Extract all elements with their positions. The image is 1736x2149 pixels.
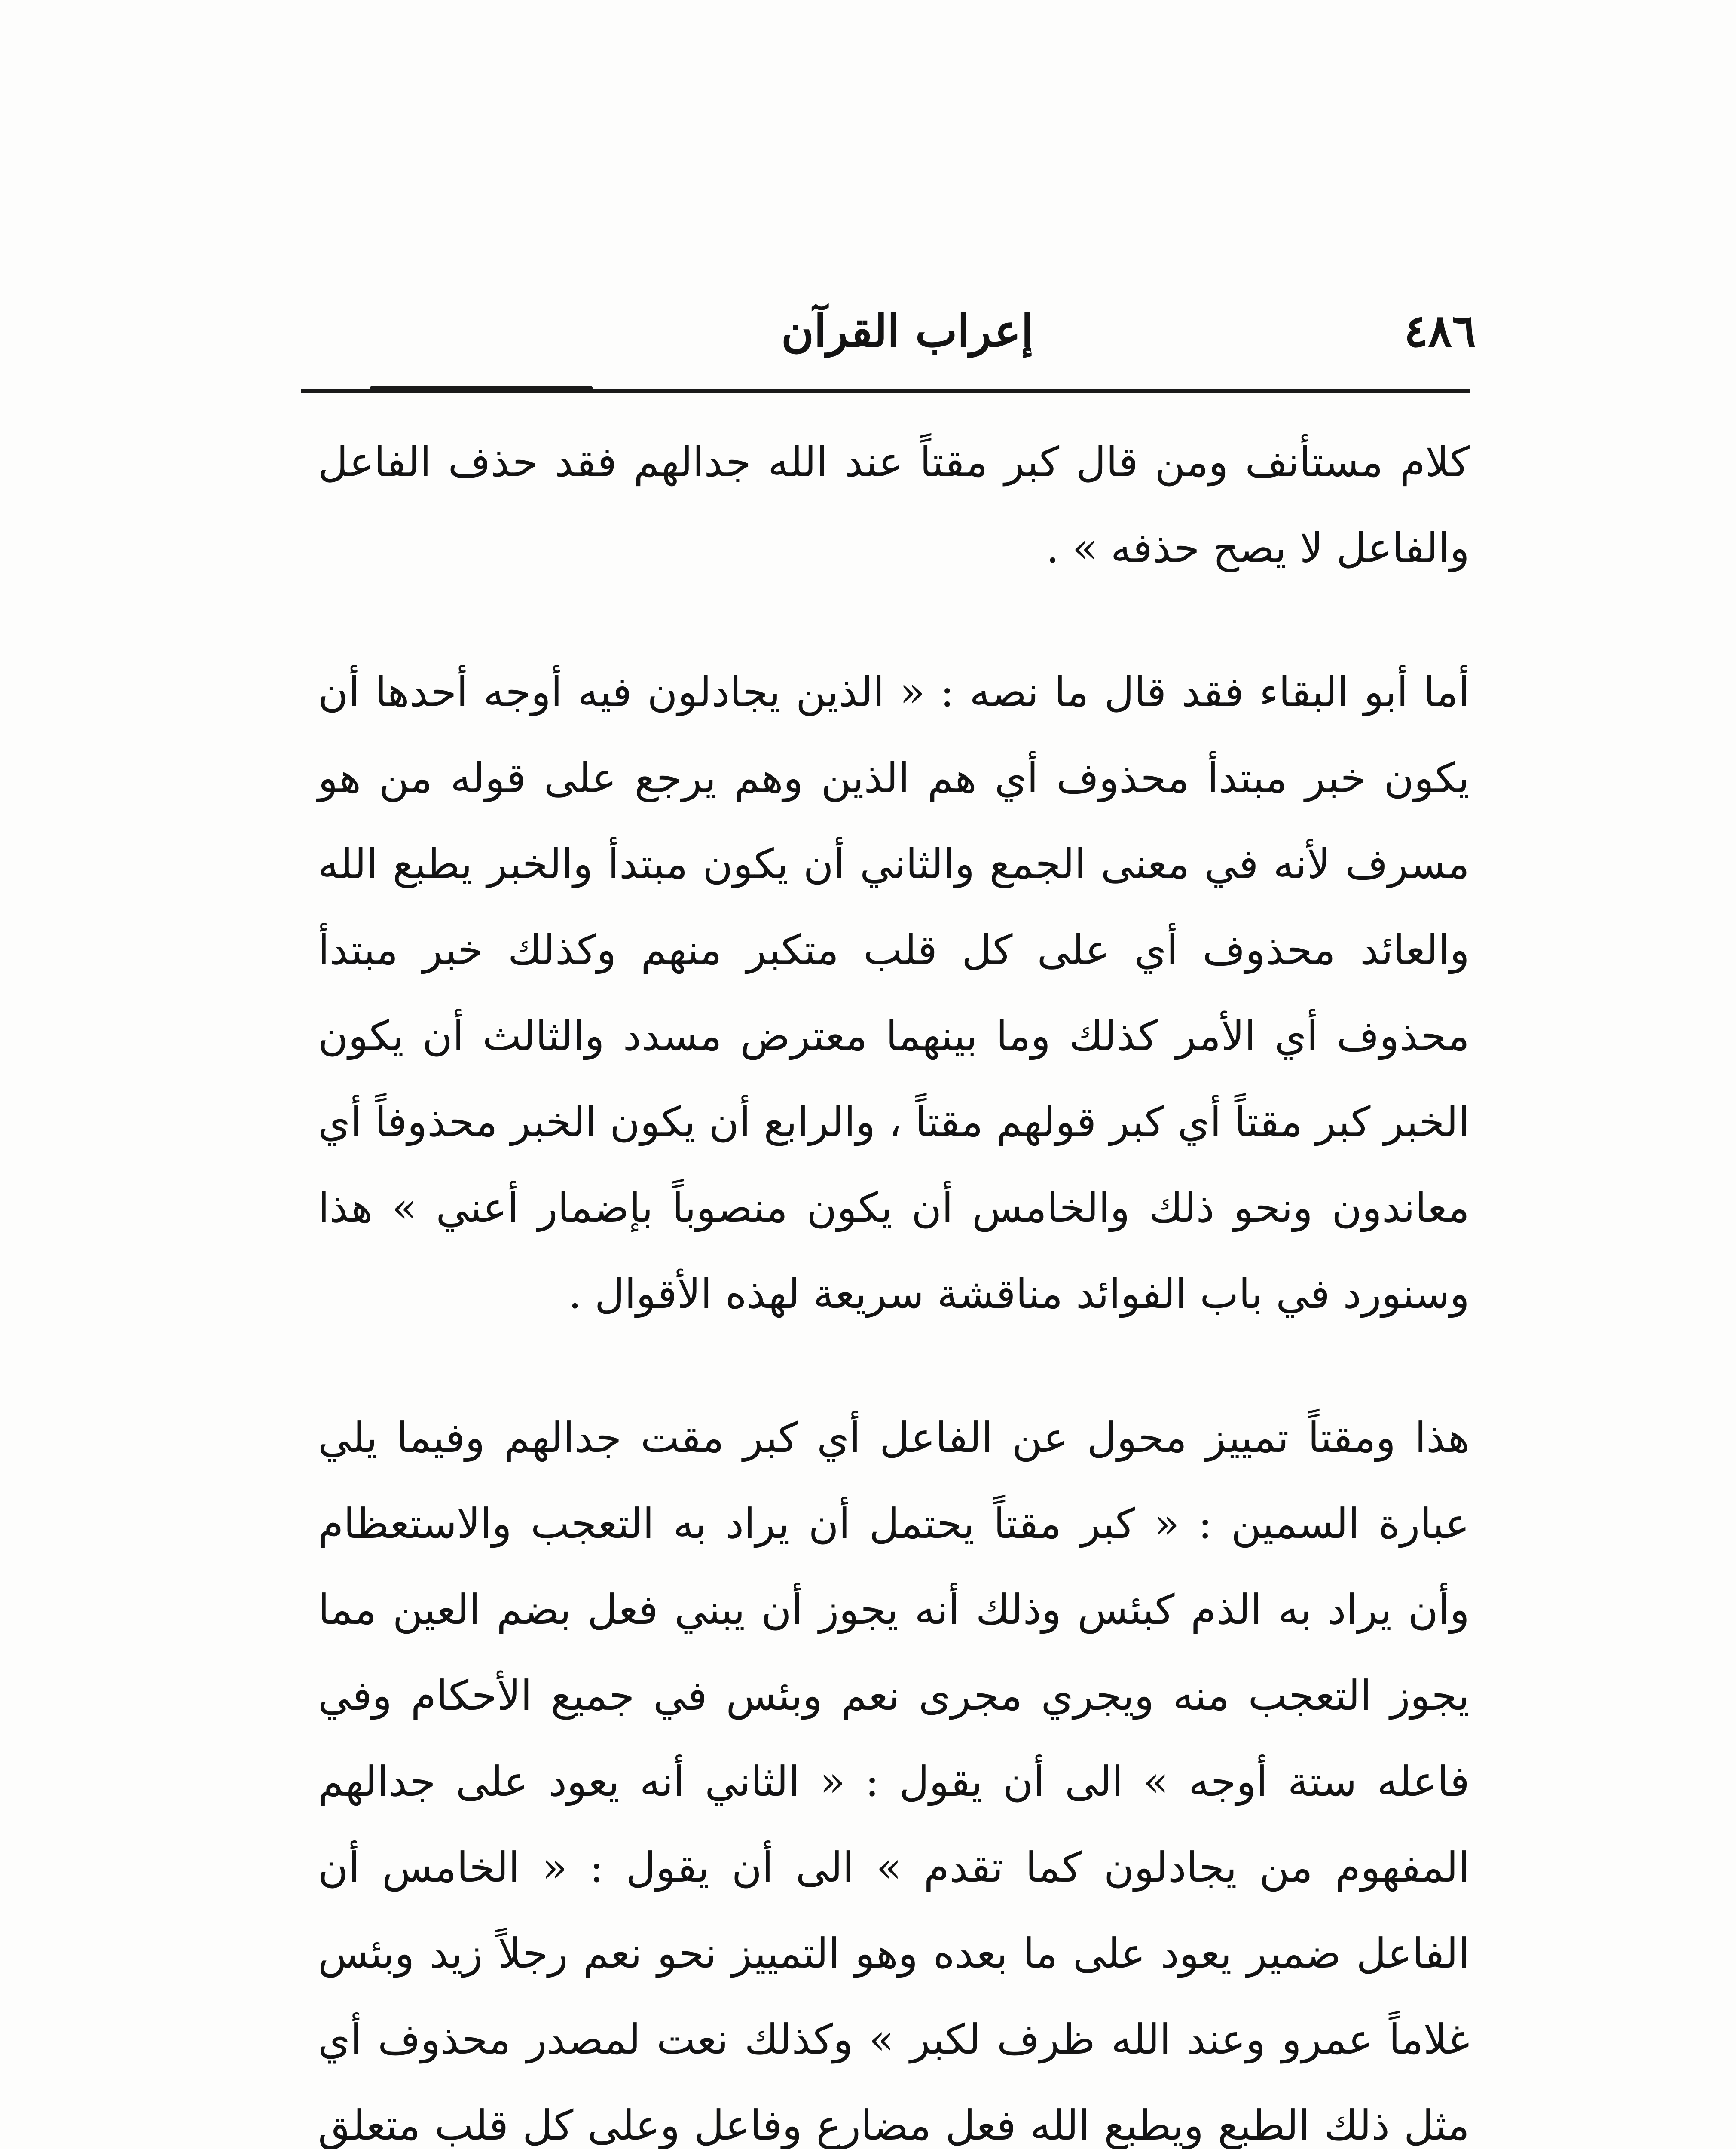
header-rule-ornament bbox=[370, 386, 593, 392]
page-body bbox=[318, 419, 1470, 2149]
paragraph-1: كلام مستأنف ومن قال كبر مقتاً عند الله جدالهم فقد حذف الفاعل والفاعل لا يصح حذفه » . bbox=[318, 438, 1470, 572]
running-title: إعراب القرآن bbox=[781, 304, 1033, 357]
paragraph-3: هذا ومقتاً تمييز محول عن الفاعل أي كبر مقت جدالهم وفيما يلي عبارة السمين : « كبر مقتاً يحتمل أن يراد به التعجب والاستعظام وأن يراد به الذم كبئس وذلك أنه يجوز أن يبني فعل بضم العين مما يجوز التعجب منه ويجري مجرى نعم وبئس في جميع الأحكام وفي فاعله ستة أوجه » الى أن يقول : « الثاني أنه يعود على جدالهم المفهوم من يجادلون كما تقدم » الى أن يقول : « الخامس أن الفاعل ضمير يعود على ما بعده وهو التمييز نحو نعم رجلاً زيد وبئس غلاماً عمرو وعند الله ظرف لكبر » وكذلك نعت لمصدر محذوف أي مثل ذلك الطبع ويطبع الله فعل مضارع وفاعل وعلى كل قلب متعلق bbox=[318, 1414, 1470, 2149]
page-number: ٤٨٦ bbox=[1404, 304, 1476, 357]
paragraph-2: أما أبو البقاء فقد قال ما نصه : « الذين يجادلون فيه أوجه أحدها أن يكون خبر مبتدأ محذوف أي هم الذين وهم يرجع على قوله من هو مسرف لأنه في معنى الجمع والثاني أن يكون مبتدأ والخبر يطبع الله والعائد محذوف أي على كل قلب متكبر منهم وكذلك خبر مبتدأ محذوف أي الأمر كذلك وما بينهما معترض مسدد والثالث أن يكون الخبر كبر مقتاً أي كبر قولهم مقتاً ، والرابع أن يكون الخبر محذوفاً أي معاندون ونحو ذلك والخامس أن يكون منصوباً بإضمار أعني » هذا وسنورد في باب الفوائد مناقشة سريعة لهذه الأقوال . bbox=[318, 668, 1470, 1318]
page-header bbox=[296, 297, 1476, 370]
